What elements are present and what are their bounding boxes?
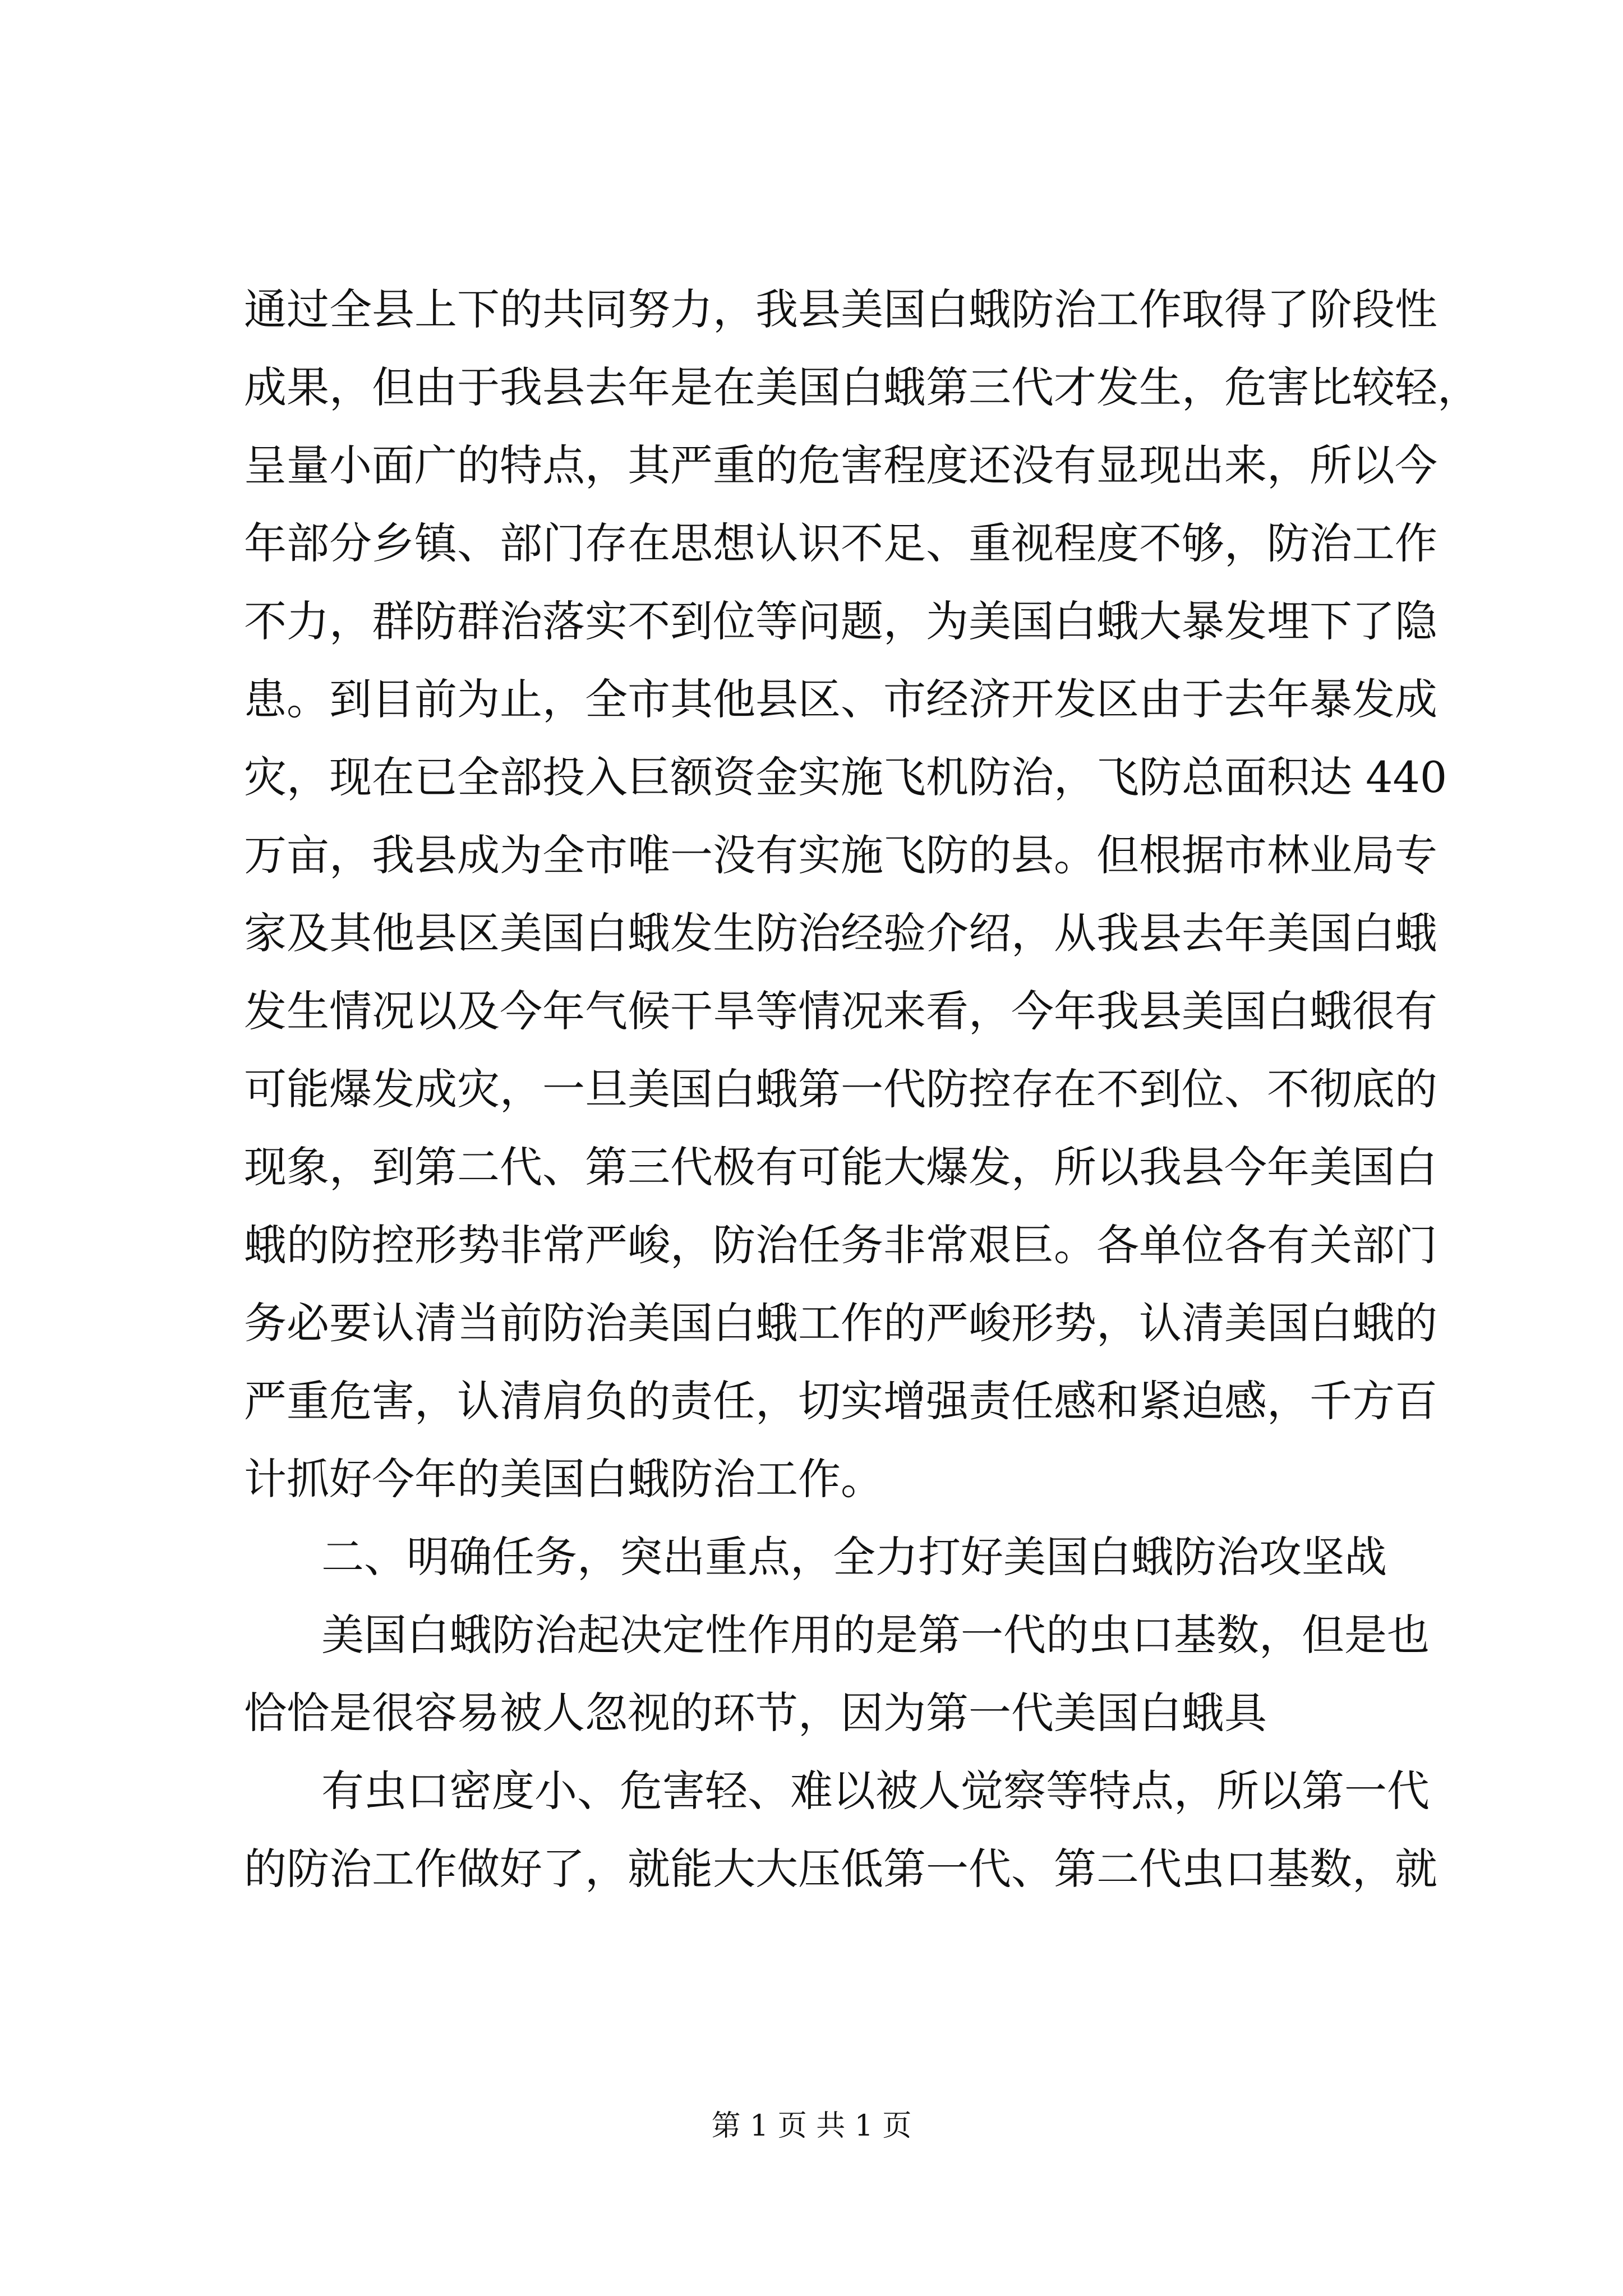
page-footer: 第 1 页 共 1 页 <box>711 2109 912 2143</box>
text-line: 家及其他县区美国白蛾发生防治经验介绍，从我县去年美国白蛾 <box>244 908 1437 958</box>
text-line: 通过全县上下的共同努力，我县美国白蛾防治工作取得了阶段性 <box>244 284 1437 334</box>
text-line: 计抓好今年的美国白蛾防治工作。 <box>244 1454 883 1504</box>
document-body <box>244 270 1480 1908</box>
text-line: 美国白蛾防治起决定性作用的是第一代的虫口基数，但是也 <box>321 1610 1430 1660</box>
text-line: 呈量小面广的特点，其严重的危害程度还没有显现出来，所以今 <box>244 440 1437 490</box>
section-heading: 二、明确任务，突出重点，全力打好美国白蛾防治攻坚战 <box>321 1532 1387 1582</box>
text-line: 有虫口密度小、危害轻、难以被人觉察等特点，所以第一代 <box>321 1766 1430 1816</box>
text-line: 恰恰是很容易被人忽视的环节，因为第一代美国白蛾具 <box>244 1688 1267 1738</box>
text-line: 成果，但由于我县去年是在美国白蛾第三代才发生，危害比较轻， <box>244 362 1480 412</box>
text-line: 严重危害，认清肩负的责任，切实增强责任感和紧迫感，千方百 <box>244 1376 1437 1426</box>
text-line: 万亩，我县成为全市唯一没有实施飞防的县。但根据市林业局专 <box>244 830 1437 880</box>
text-line: 灾，现在已全部投入巨额资金实施飞机防治，飞防总面积达 440 <box>244 752 1447 802</box>
text-line: 可能爆发成灾，一旦美国白蛾第一代防控存在不到位、不彻底的 <box>244 1064 1437 1114</box>
text-line: 年部分乡镇、部门存在思想认识不足、重视程度不够，防治工作 <box>244 518 1437 568</box>
text-line: 务必要认清当前防治美国白蛾工作的严峻形势，认清美国白蛾的 <box>244 1298 1437 1348</box>
text-line: 蛾的防控形势非常严峻，防治任务非常艰巨。各单位各有关部门 <box>244 1220 1437 1270</box>
text-line: 发生情况以及今年气候干旱等情况来看，今年我县美国白蛾很有 <box>244 986 1437 1036</box>
text-line: 患。到目前为止，全市其他县区、市经济开发区由于去年暴发成 <box>244 674 1437 724</box>
text-line: 现象，到第二代、第三代极有可能大爆发，所以我县今年美国白 <box>244 1142 1437 1192</box>
text-line: 的防治工作做好了，就能大大压低第一代、第二代虫口基数，就 <box>244 1844 1437 1894</box>
text-line: 不力，群防群治落实不到位等问题，为美国白蛾大暴发埋下了隐 <box>244 596 1437 646</box>
